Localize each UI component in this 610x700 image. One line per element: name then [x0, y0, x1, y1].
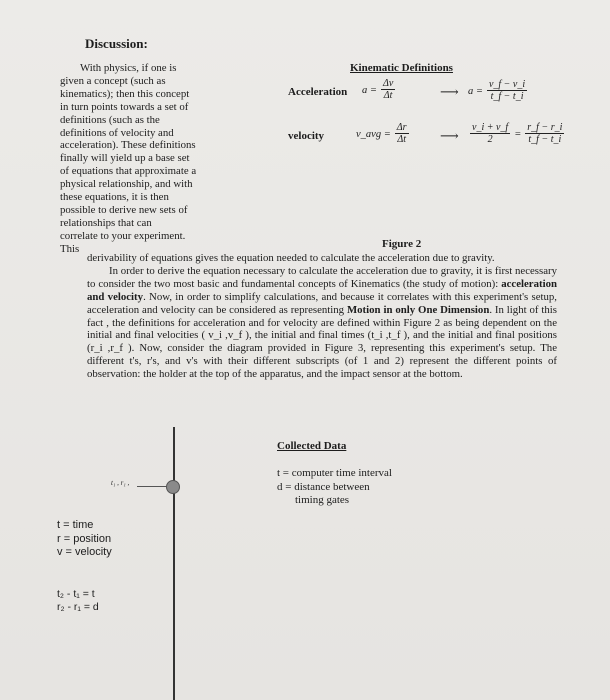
velocity-rhs1-numerator: v_i + v_f	[472, 122, 509, 133]
velocity-label: velocity	[288, 130, 325, 142]
velocity-expanded	[470, 122, 564, 145]
intro-line: finally will yield up a base set	[60, 152, 190, 165]
variable-legend	[57, 519, 112, 560]
collected-line: t = computer time interval	[277, 467, 392, 479]
acceleration-lhs: a =	[362, 85, 377, 97]
formula-time-difference: t₂ - t₁ = t	[57, 588, 95, 600]
velocity-rhs2-fraction	[525, 122, 564, 145]
velocity-rhs1-denominator: 2	[487, 134, 493, 145]
intro-line: in turn points towards a set of	[60, 100, 189, 113]
acceleration-rhs-fraction	[487, 79, 527, 102]
acceleration-fraction	[381, 78, 395, 101]
discussion-heading: Discussion:	[85, 36, 148, 51]
acceleration-rhs-numerator: v_f − v_i	[488, 79, 526, 90]
velocity-arrow: ⟶	[440, 128, 459, 143]
intro-line: possible to derive new sets of	[60, 203, 188, 216]
body-bold-segment: Motion in only One Dimension	[346, 303, 490, 316]
intro-line: definitions (such as the	[60, 113, 160, 126]
acceleration-rhs-lhs: a =	[468, 86, 483, 98]
intro-line: correlate to your experiment.	[60, 229, 186, 242]
intro-line: given a concept (such as	[60, 74, 166, 87]
collected-line: d = distance between	[277, 480, 370, 493]
velocity-equals: =	[514, 129, 522, 141]
acceleration-denominator: Δt	[383, 90, 393, 101]
difference-formulas	[57, 588, 99, 614]
figure-2-caption: Figure 2	[382, 238, 422, 250]
intro-paragraph	[60, 62, 238, 256]
formula-position-difference: r₂ - r₁ = d	[57, 601, 99, 613]
body-paragraph-1: derivability of equations gives the equation needed to calculate the acceleration due to gravity.	[87, 252, 495, 264]
velocity-denominator: Δt	[397, 134, 406, 145]
intro-line: definitions of velocity and	[60, 126, 174, 139]
acceleration-label: Acceleration	[288, 86, 348, 98]
apparatus-vertical-line	[173, 427, 175, 700]
legend-time: t = time	[57, 519, 94, 531]
velocity-lhs: v_avg =	[356, 129, 391, 141]
holder-point-label: t₁ , r₁ ,	[111, 479, 130, 487]
intro-line: acceleration). These definitions	[60, 139, 196, 152]
body-text	[87, 252, 557, 381]
intro-line: of equations that approximate a	[60, 165, 197, 178]
acceleration-definition	[362, 78, 395, 101]
body-text-segment: . Now, in order to simplify calculations, and because it correlates with this experiment's setup, acceleration and velocity can be considered as representing	[87, 290, 558, 316]
intro-line: relationships that can	[60, 216, 152, 229]
intro-line: physical relationship, and with	[60, 178, 193, 191]
holder-point-marker	[166, 480, 180, 494]
acceleration-numerator: Δv	[382, 78, 394, 89]
velocity-definition	[356, 122, 409, 145]
kinematic-definitions-title: Kinematic Definitions	[350, 62, 453, 74]
velocity-numerator: Δr	[396, 122, 407, 133]
body-paragraph-2	[87, 265, 557, 381]
velocity-fraction	[395, 122, 409, 145]
body-bold-segment: acceleration and velocity	[87, 277, 557, 303]
intro-line: kinematics); then this concept	[60, 87, 190, 100]
legend-position: r = position	[57, 532, 112, 545]
intro-line: these equations, it is then	[60, 191, 169, 204]
velocity-rhs1-fraction	[470, 122, 510, 145]
collected-data-title: Collected Data	[277, 440, 347, 452]
acceleration-rhs-denominator: t_f − t_i	[490, 91, 524, 102]
legend-velocity: v = velocity	[57, 546, 112, 558]
collected-line: timing gates	[295, 494, 350, 506]
intro-line: This	[60, 242, 80, 255]
velocity-rhs2-numerator: r_f − r_i	[527, 122, 563, 133]
acceleration-expanded	[468, 79, 527, 102]
acceleration-arrow: ⟶	[440, 84, 459, 99]
body-text-segment: . In light of this fact , the definitions for acceleration and for velocity are defined within Figure 2 as being dependent on the initial and final velocities ( v_i ,v_f ), the initial and final times (t_i ,t_f ), and the initial and final positions (r_i ,r_f ). Now, consider the diagram provided in Figure 3, representing this experiment's setup. The different t's, r's, and v's with their different subscripts (of 1 and 2) represent the different points of observation: the holder at the top of the apparatus, and the impact sensor at the bottom.	[87, 303, 557, 381]
collected-data-list	[277, 467, 392, 508]
intro-line: With physics, if one is	[80, 62, 177, 74]
body-text-segment: In order to derive the equation necessary to calculate the acceleration due to gravity, it is first necessary to consider the two most basic and fundamental concepts of Kinematics (the study of motion):	[87, 264, 557, 290]
velocity-rhs2-denominator: t_f − t_i	[528, 134, 562, 145]
